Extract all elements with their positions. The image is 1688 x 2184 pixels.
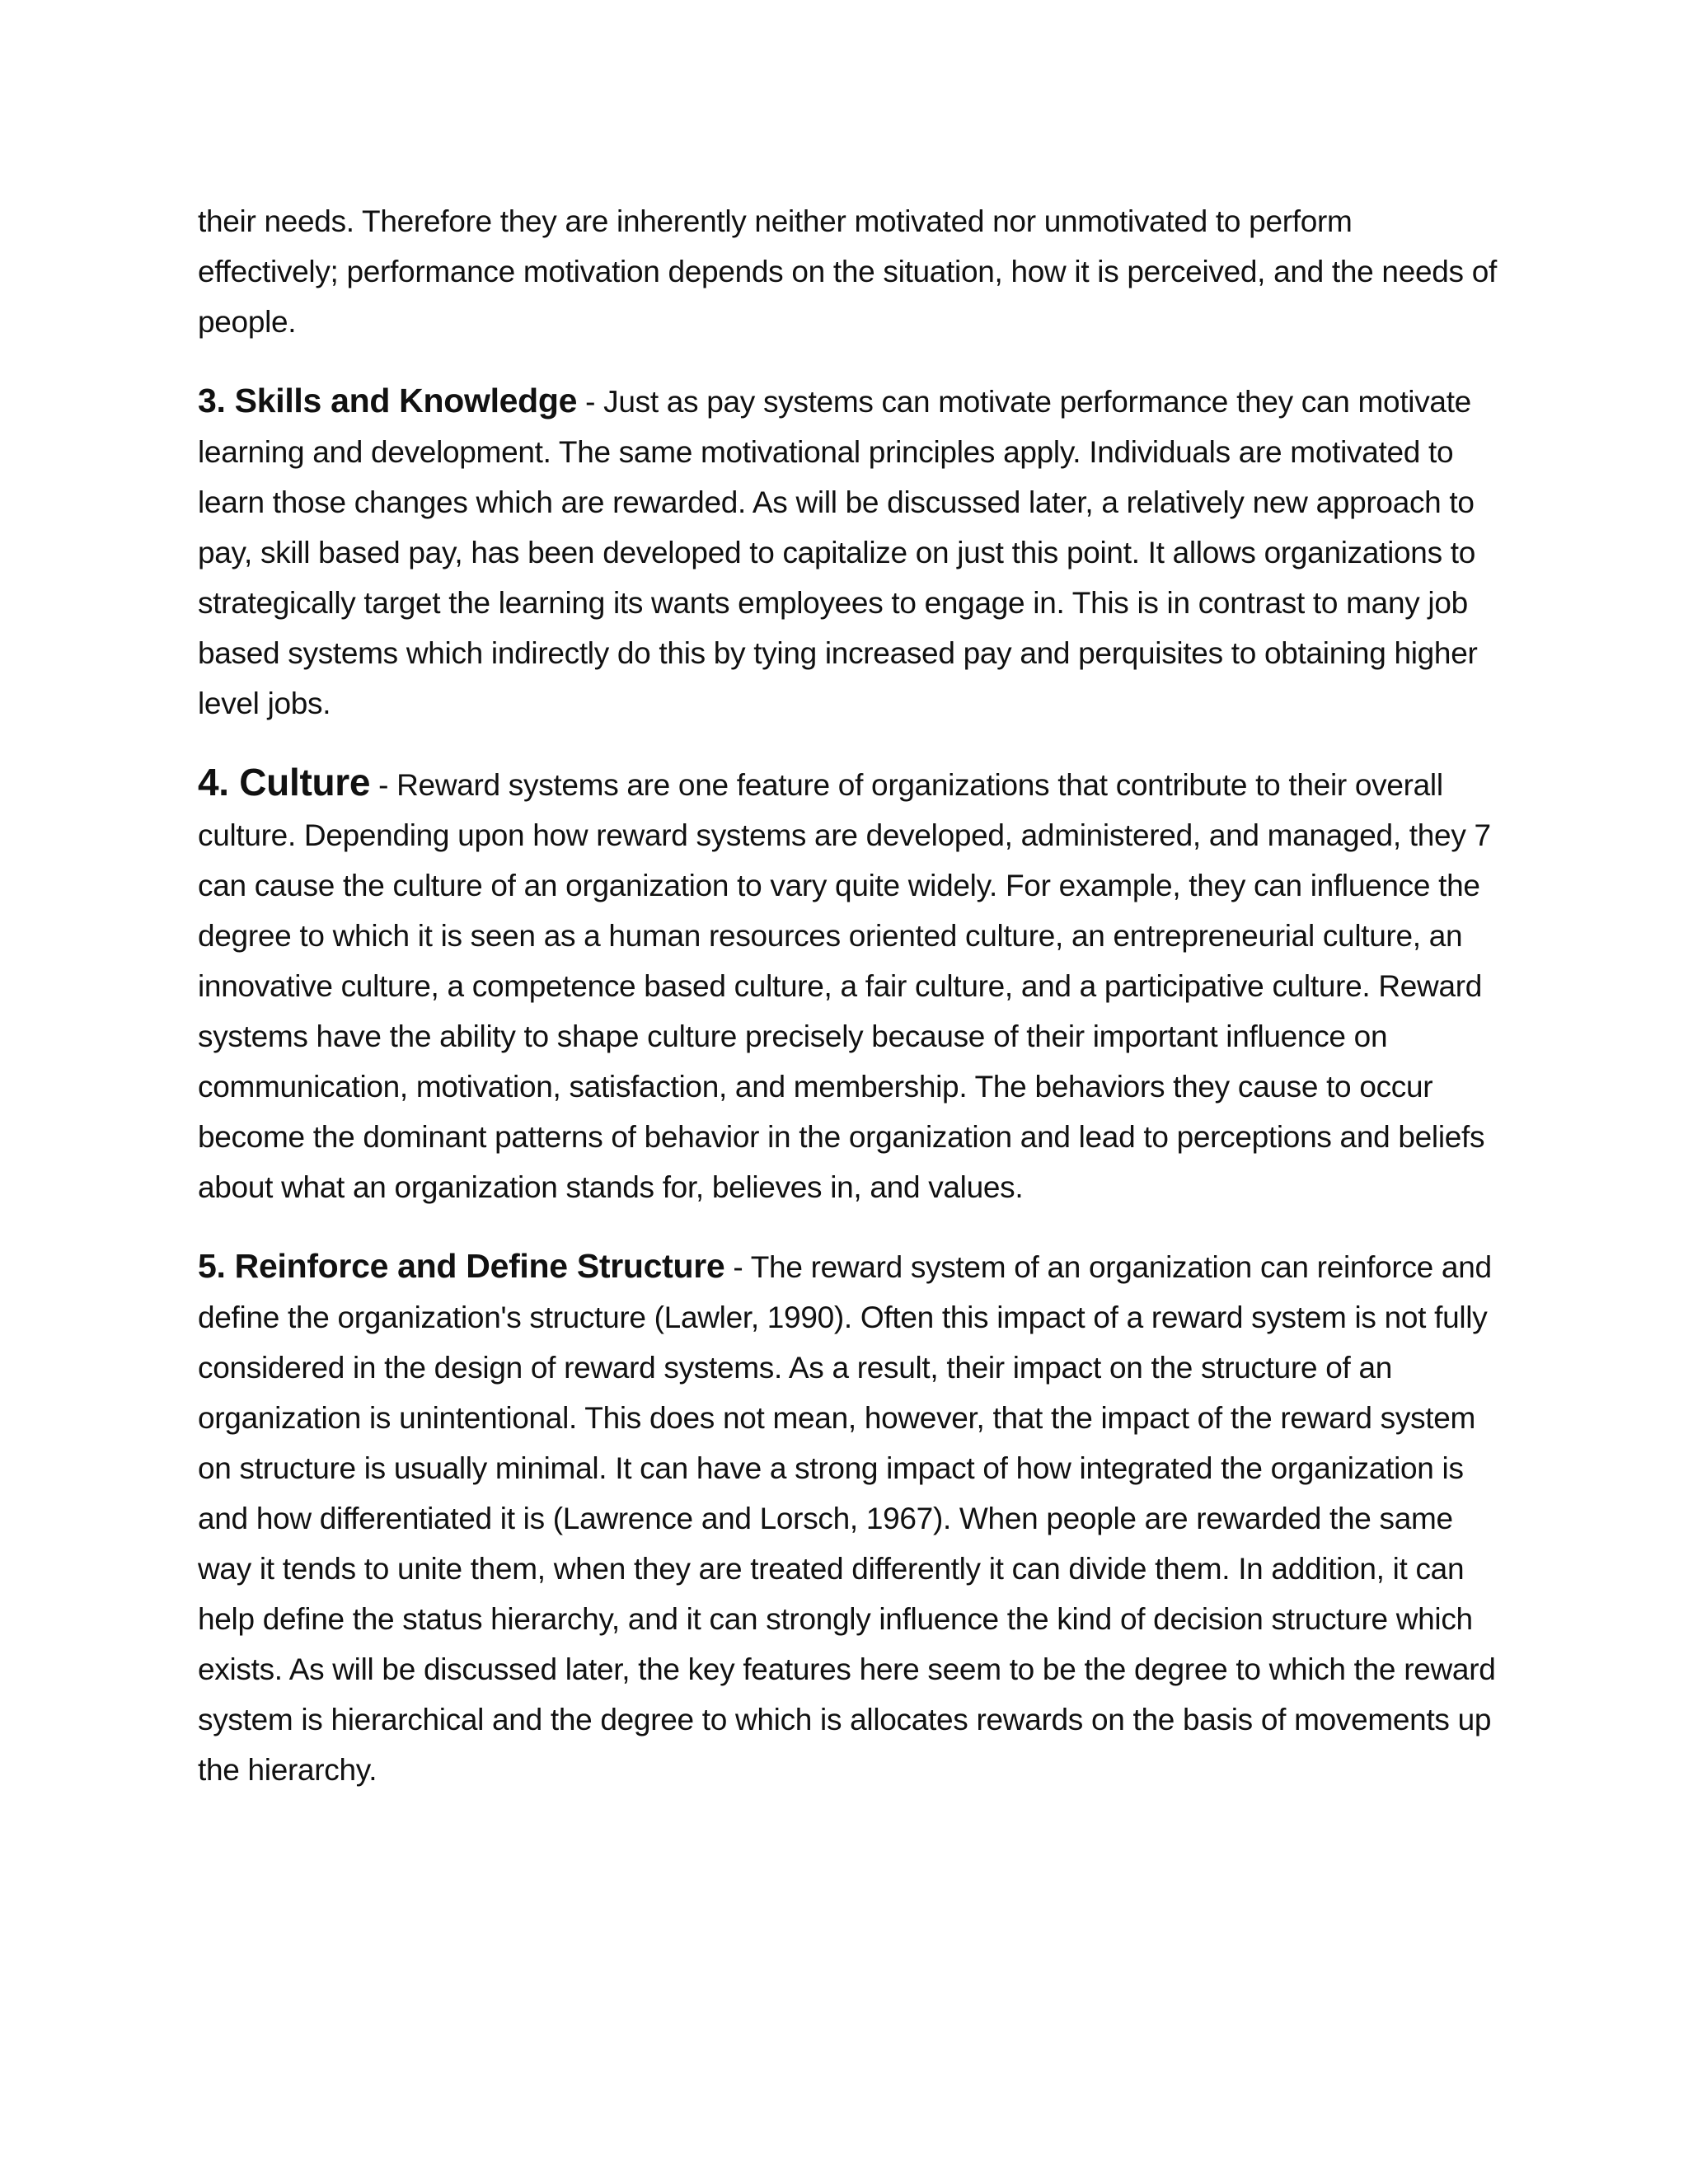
paragraph-culture [198,757,1500,1212]
section-heading-culture: 4. Culture [198,761,371,804]
paragraph-text: - The reward system of an organization can reinforce and define the organization's structure (Lawler, 1990). Often this impact of a reward system is not fully considered in the design of reward systems. As a result, their impact on the structure of an organization is unintentional. This does not mean, however, that the impact of the reward system on structure is usually minimal. It can have a strong impact of how integrated the organization is and how differentiated it is (Lawrence and Lorsch, 1967). When people are rewarded the same way it tends to unite them, when they are treated differently it can divide them. In addition, it can help define the status hierarchy, and it can strongly influence the kind of decision structure which exists. As will be discussed later, the key features here seem to be the degree to which the reward system is hierarchical and the degree to which is allocates rewards on the basis of movements up the hierarchy. [198,1250,1496,1787]
section-heading-structure: 5. Reinforce and Define Structure [198,1247,725,1285]
section-heading-skills-knowledge: 3. Skills and Knowledge [198,382,578,419]
paragraph-text: - Reward systems are one feature of organizations that contribute to their overall culture. Depending upon how reward systems are developed, administered, and managed, they 7 can cause the culture of an organization to vary quite widely. For example, they can influence the degree to which it is seen as a human resources oriented culture, an entrepreneurial culture, an innovative culture, a competence based culture, a fair culture, and a participative culture. Reward systems have the ability to shape culture precisely because of their important influence on communication, motivation, satisfaction, and membership. The behaviors they cause to occur become the dominant patterns of behavior in the organization and lead to perceptions and beliefs about what an organization stands for, believes in, and values. [198,768,1491,1204]
paragraph-text: their needs. Therefore they are inherently neither motivated nor unmotivated to perform effectively; performance motivation depends on the situation, how it is perceived, and the needs of people. [198,204,1497,339]
paragraph-text: - Just as pay systems can motivate performance they can motivate learning and development. The same motivational principles apply. Individuals are motivated to learn those changes which are rewarded. As will be discussed later, a relatively new approach to pay, skill based pay, has been developed to capitalize on just this point. It allows organizations to strategically target the learning its wants employees to engage in. This is in contrast to many job based systems which indirectly do this by tying increased pay and perquisites to obtaining higher level jobs. [198,385,1478,720]
document-body [198,196,1500,1824]
paragraph-skills-knowledge [198,376,1500,729]
paragraph-needs [198,196,1500,347]
paragraph-structure [198,1241,1500,1795]
